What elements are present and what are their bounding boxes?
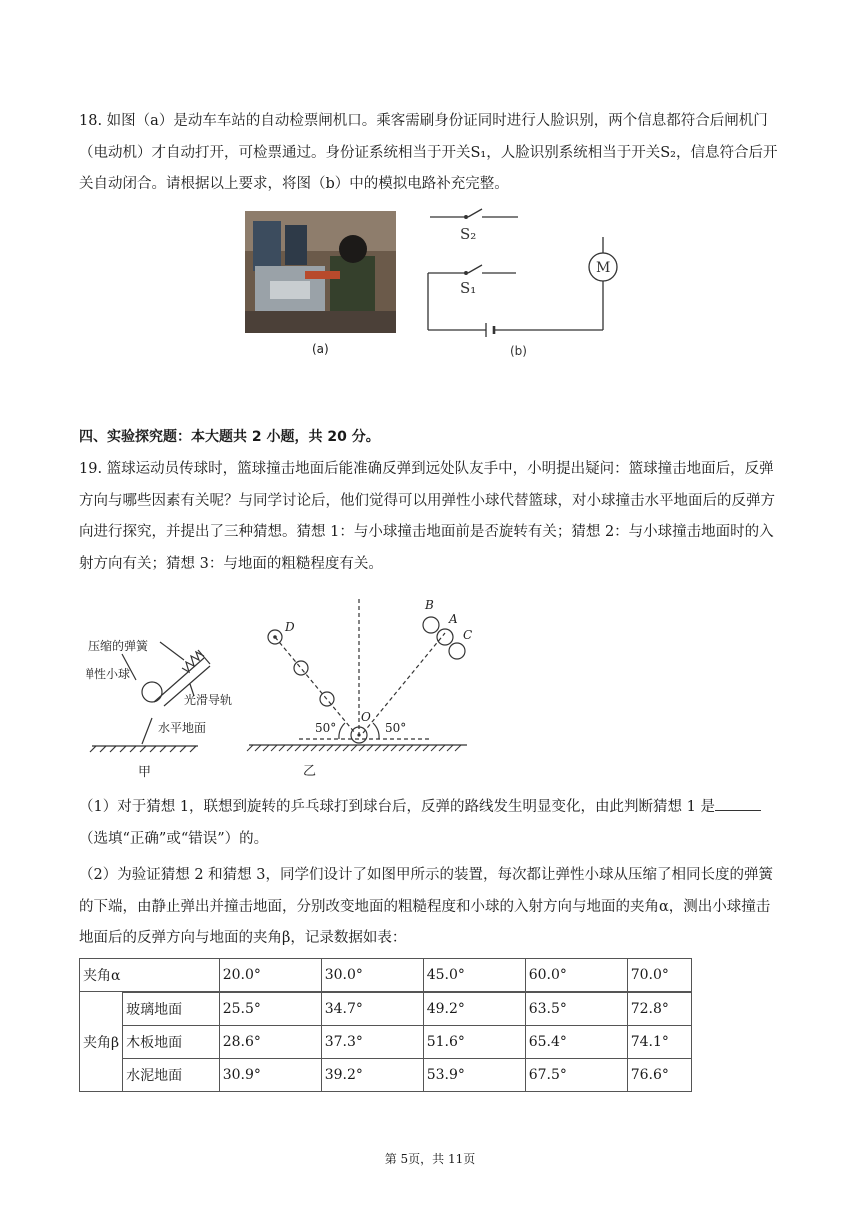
table-cell: 70.0° [627,959,691,992]
table-cell: 37.3° [321,1026,423,1059]
switch-s2-label: S₂ [460,225,477,243]
part-1-text [79,792,783,855]
beta-header: 夹角β [80,992,123,1092]
table-cell: 63.5° [525,993,627,1026]
part-2-text: （2）为验证猜想 2 和猜想 3，同学们设计了如图甲所示的装置，每次都让弹性小球从压缩了相同长度的弹簧的下端，由静止弹出并撞击地面，分别改变地面的粗糙程度和小球的入射方向与地面的夹角α，测出小球撞击地面后的反弹方向与地面的夹角β，记录数据如表： [79,867,773,946]
table-cell: 67.5° [525,1059,627,1092]
table-row [80,993,692,1026]
apparatus-diagram-jia [86,610,251,780]
part-1-before: （1）对于猜想 1，联想到旋转的乒乓球打到球台后，反弹的路线发生明显变化，由此判断猜想 1 是 [79,799,715,815]
table-cell: 30.9° [219,1059,321,1092]
part-1-after: （选填“正确”或“错误”）的。 [79,830,269,847]
table-cell: 49.2° [423,993,525,1026]
table-cell: 76.6° [627,1059,691,1092]
figure-jia-caption: 甲 [138,765,152,780]
table-row-alpha [80,959,692,992]
circuit-diagram-b [420,205,620,365]
label-b: B [425,598,434,612]
switch-s1-label: S₁ [460,279,477,297]
section-heading: 四、实验探究题：本大题共 2 小题，共 20 分。 [79,429,380,445]
data-table [79,958,692,1092]
surface-label: 水泥地面 [123,1059,220,1092]
table-cell: 34.7° [321,993,423,1026]
table-cell: 45.0° [423,959,525,992]
table-cell: 51.6° [423,1026,525,1059]
bounce-diagram-yi [245,595,475,780]
ticket-gate-photo [245,211,396,333]
surface-label: 木板地面 [123,1026,220,1059]
angle-left-label: 50° [315,721,337,735]
alpha-header: 夹角α [80,959,220,992]
question-18-text: 18. 如图（a）是动车车站的自动检票闸机口。乘客需刷身份证同时进行人脸识别，两个信息都符合后闸机门（电动机）才自动打开，可检票通过。身份证系统相当于开关S₁，人脸识别系统相当于开关S₂，信息符合后开关自动闭合。请根据以上要求，将图（b）中的模拟电路补充完整。 [79,113,778,192]
angle-right-label: 50° [385,721,407,735]
table-row [80,1059,692,1092]
question-19-text: 19. 篮球运动员传球时，篮球撞击地面后能准确反弹到远处队友手中，小明提出疑问：篮球撞击地面后，反弹方向与哪些因素有关呢？与同学讨论后，他们觉得可以用弹性小球代替篮球，对小球撞击水平地面后的反弹方向进行探究，并提出了三种猜想。猜想 1：与小球撞击地面前是否旋转有关；猜想 2：与小球撞击地面时的入射方向有关；猜想 3：与地面的粗糙程度有关。 [79,461,775,572]
label-spring: 压缩的弹簧 [88,639,149,653]
label-o: O [361,710,371,724]
motor-label: M [596,260,611,276]
table-cell: 20.0° [219,959,321,992]
label-ball: 弹性小球 [86,667,131,681]
label-rail: 光滑导轨 [184,693,233,707]
label-d: D [285,620,295,634]
table-cell: 28.6° [219,1026,321,1059]
figure-a-caption: (a) [312,342,329,356]
table-cell: 72.8° [627,993,691,1026]
table-cell: 65.4° [525,1026,627,1059]
answer-blank[interactable] [715,796,761,811]
table-cell: 60.0° [525,959,627,992]
page-footer: 第 5页，共 11页 [384,1152,476,1166]
table-cell: 30.0° [321,959,423,992]
table-cell: 74.1° [627,1026,691,1059]
table-row [80,1026,692,1059]
table-cell: 39.2° [321,1059,423,1092]
table-cell: 53.9° [423,1059,525,1092]
figure-b-caption: (b) [510,344,527,358]
label-ground: 水平地面 [158,721,207,735]
label-c: C [463,628,473,642]
surface-label: 玻璃地面 [123,993,220,1026]
figure-yi-caption: 乙 [303,764,317,779]
table-cell: 25.5° [219,993,321,1026]
label-a: A [449,612,458,626]
